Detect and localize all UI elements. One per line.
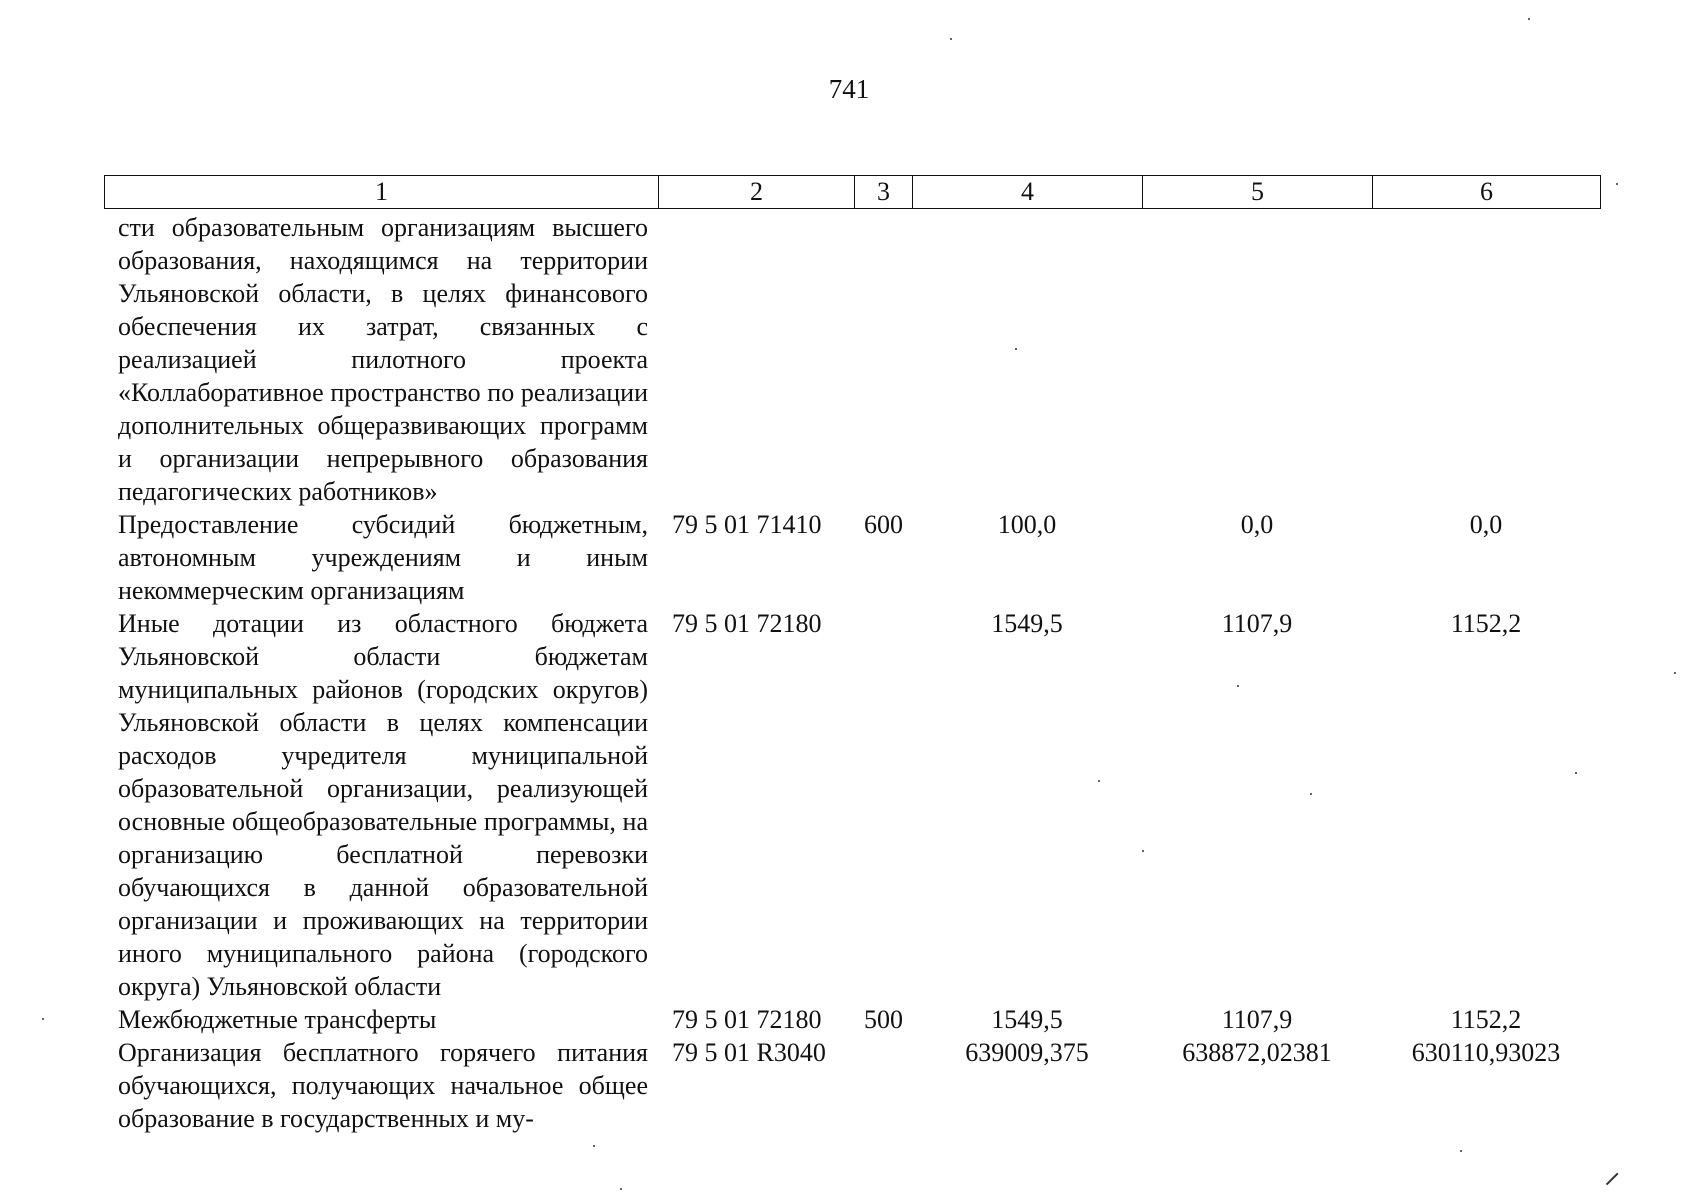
scan-speck [1528,18,1530,20]
row-code [658,211,854,508]
row-code: 79 5 01 71410 [672,510,822,539]
row-col6: 1152,2 [1450,609,1522,638]
row-col5: 0,0 [1240,510,1274,539]
scan-speck [1616,183,1618,185]
scan-speck [620,1188,622,1190]
row-type: 600 [864,510,903,539]
scan-speck [1310,793,1312,795]
row-col5 [1142,211,1372,508]
row-col4: 1549,5 [991,1005,1063,1034]
row-col4: 100,0 [997,510,1057,539]
row-col5: 1107,9 [1221,609,1293,638]
row-col5: 1107,9 [1221,1005,1293,1034]
row-col4: 1549,5 [991,609,1063,638]
table-row [104,1003,1600,1036]
table-row [104,211,1600,508]
page-number: 741 [828,74,870,104]
header-col-3: 3 [855,176,913,209]
row-col6: 0,0 [1469,510,1503,539]
scan-speck [42,1018,44,1020]
header-col-1: 1 [105,176,659,209]
row-code: 79 5 01 R3040 [672,1038,826,1067]
scan-speck [1674,672,1676,674]
budget-table [104,211,1600,1135]
row-type [854,607,912,1003]
row-description: Предоставление субсидий бюджетным, автономным учреждениям и иным некоммерческим организациям [118,510,648,605]
row-col4 [912,211,1142,508]
header-row [105,176,1601,209]
row-col6: 1152,2 [1450,1005,1522,1034]
row-code: 79 5 01 72180 [672,609,822,638]
table-row [104,1036,1600,1135]
row-type [854,1036,912,1135]
table-row [104,607,1600,1003]
row-col6 [1372,211,1600,508]
row-col6: 630110,93023 [1411,1038,1561,1067]
row-description: Организация бесплатного горячего питания обучающихся, получающих начальное общее образование в государственных и му- [118,1038,648,1133]
scan-speck [593,1145,595,1147]
header-col-4: 4 [913,176,1143,209]
header-col-2: 2 [659,176,855,209]
scan-speck [950,38,952,40]
table-header [104,175,1601,209]
row-description: Иные дотации из областного бюджета Ульяновской области бюджетам муниципальных районов (городских округов) Ульяновской области в целях компенсации расходов учредителя муниципальной образовательной организации, реализующей основные общеобразовательные программы, на организацию бесплатной перевозки обучающихся в данной образовательной организации и проживающих на территории иного муниципального района (городского округа) Ульяновской области [118,609,648,1001]
row-type: 500 [864,1005,903,1034]
row-code: 79 5 01 72180 [672,1005,822,1034]
scan-speck [1460,1150,1462,1152]
scan-speck [1575,772,1577,774]
scan-speck [1142,850,1144,852]
header-col-6: 6 [1373,176,1601,209]
scan-speck [1237,685,1239,687]
header-col-5: 5 [1143,176,1373,209]
row-col4: 639009,375 [965,1038,1089,1067]
scan-speck [1098,780,1100,782]
row-col5: 638872,02381 [1182,1038,1332,1067]
row-description: Межбюджетные трансферты [118,1005,437,1034]
row-type [854,211,912,508]
scan-speck [1015,348,1017,350]
table-row [104,508,1600,607]
row-description: сти образовательным организациям высшего образования, находящимся на территории Ульяновской области, в целях финансового обеспечения их затрат, связанных с реализацией пилотного проекта «Коллаборативное пространство по реализации дополнительных общеразвивающих программ и организации непрерывного образования педагогических работников» [118,213,648,506]
scan-mark [1606,1173,1618,1185]
